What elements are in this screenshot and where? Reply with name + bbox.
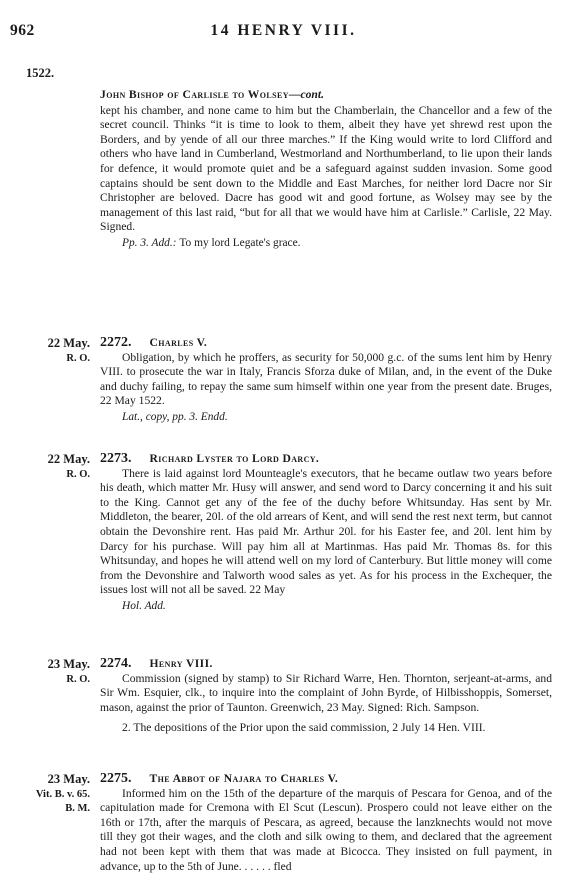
entry-heading-line	[100, 772, 552, 787]
entry-text: Informed him on the 15th of the departure of the marquis of Pescara for Genoa, and of the capitulation made for Cremona with El Scut (Lescun). Prospero could not leave either on the 16th or 17th, after the marquis of Pescara, as agreed, because the lanzknechts would not move till they got their wages, and the cloth and silk owing to them, and declared that the agreement had not been kept with them that was made at Bicocca. They insisted on full payment, in advance, up to the 5th of June. . . . . . fled	[100, 786, 552, 873]
entry-heading-line	[100, 657, 552, 672]
entry-number: 2274.	[100, 656, 132, 671]
entry-source-repository: B. M.	[65, 803, 90, 814]
entry-source: R. O.	[66, 469, 90, 480]
entry-heading: The Abbot of Najara to Charles V.	[149, 772, 339, 785]
entry-date: 23 May.	[47, 657, 90, 671]
entry-number: 2272.	[100, 335, 132, 350]
entry-text: There is laid against lord Mounteagle's executors, that he became outlaw two years before his death, which matter Mr. Husy will answer, and send word to Darcy concerning it and his suit to the King. Cannot get any of the fee of the duchy before Whitsunday. Has sent by Mr. Middleton, the bearer, 20l. of the old arrears of Kent, and will send the rest next term, but cannot obtain the Devonshire rent. Has paid Mr. Arthur 20l. for his Easter fee, and 20l. lent him by Darcy for his purchase. Will pay him all at Martinmas. Has paid Mr. Thomas 8s. for this Whitsunday, and hopes he will attend well on my lord of Canterbury. But little money will come from the Devonshire and Talworth wood sales as yet. As for his process in the Exchequer, the issues lost will not all be saved. 22 May	[100, 466, 552, 597]
entry-note	[122, 236, 552, 251]
entry-number: 2273.	[100, 451, 132, 466]
entry-note: Hol. Add.	[122, 599, 166, 612]
entry-heading: John Bishop of Carlisle to Wolsey	[100, 88, 289, 101]
continued-marker: —cont.	[288, 88, 324, 101]
entry-body	[100, 657, 552, 736]
entry-text: kept his chamber, and none came to him but the Chamberlain, the Chancellor and a few of the secret council. Thinks “it is time to look to them, albeit they have yet shrewd rest upon the Borders, and by yende of all our three marches.” If the King would write to lord Clifford and others who have land in Cumberland, Westmorland and Northumberland, to lie upon their lands for defence, it would promote quiet and be a safeguard against sudden invasion. Some good captains should be sent down to the Middle and East Marches, for neither lord Dacre nor Sir Christopher are beloved. Dacre has good wit and good fortune, as Wolsey may see by the management of this last raid, “but for all that we would have him at Carlisle.” Carlisle, 22 May. Signed.	[100, 103, 552, 234]
entry-heading-line	[100, 88, 552, 103]
entry-text: Obligation, by which he proffers, as security for 50,000 g.c. of the sums lent him by Henry VIII. to prosecute the war in Italy, Francis Sforza duke of Milan, and, in the event of the Duke and duchy failing, to repay the same sum himself within one year from the present date. Bruges, 22 May 1522.	[100, 350, 552, 408]
entry-source: R. O.	[66, 353, 90, 364]
entry-note: Lat., copy, pp. 3. Endd.	[122, 410, 228, 423]
entry-body	[100, 88, 552, 251]
entry-body	[100, 772, 552, 874]
entry-date: 22 May.	[47, 336, 90, 350]
entry-number: 2275.	[100, 771, 132, 786]
note-address: To my lord Legate's grace.	[179, 236, 301, 249]
running-title: 14 HENRY VIII.	[210, 22, 357, 39]
entry-body	[100, 452, 552, 614]
running-head	[0, 22, 567, 42]
entry-body	[100, 336, 552, 425]
entry-heading: Henry VIII.	[149, 657, 213, 670]
note-description: Pp. 3. Add.:	[122, 236, 177, 249]
year-marker: 1522.	[26, 66, 55, 80]
page-number: 962	[10, 22, 35, 39]
entry-depositions: 2. The depositions of the Prior upon the said commission, 2 July 14 Hen. VIII.	[122, 721, 486, 735]
entry-date: 22 May.	[47, 452, 90, 466]
entry-date: 23 May.	[47, 772, 90, 786]
entry-heading: Charles V.	[149, 336, 208, 349]
entry-source: Vit. B. v. 65.	[35, 789, 90, 800]
entry-source: R. O.	[66, 674, 90, 685]
entry-text: Commission (signed by stamp) to Sir Richard Warre, Hen. Thornton, serjeant-at-arms, and Sir Wm. Esquier, clk., to inquire into the complaint of John Byrde, of Hilbisshoppis, Somerset, mason, against the prior of Taunton. Greenwich, 23 May. Signed: Rich. Sampson.	[100, 671, 552, 714]
entry-heading: Richard Lyster to Lord Darcy.	[149, 452, 320, 465]
entry-heading-line	[100, 336, 552, 351]
entry-heading-line	[100, 452, 552, 467]
